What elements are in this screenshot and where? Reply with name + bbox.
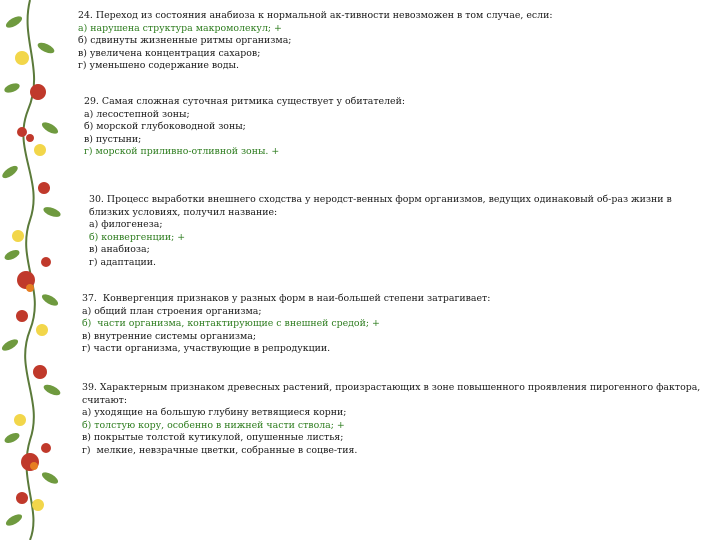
answer-option: в) покрытые толстой кутикулой, опушенные листья; (82, 432, 344, 444)
floral-garland-decoration (0, 0, 72, 540)
answer-option: б) морской глубоководной зоны; (84, 121, 246, 133)
question-39 (82, 382, 707, 458)
answer-option: в) пустыни; (84, 133, 142, 145)
question-29 (84, 96, 704, 159)
question-text: 30. Процесс выработки внешнего сходства у неродст-венных форм организмов, ведущих одинаковый об-раз жизни в близких условиях, получил название: (89, 194, 675, 218)
question-37 (82, 293, 702, 356)
answer-option: а) лесостепной зоны; (84, 108, 190, 120)
answer-option: г) мелкие, невзрачные цветки, собранные в соцве-тия. (82, 444, 358, 456)
answer-option: г) части организма, участвующие в репродукции. (82, 343, 331, 355)
question-text: 24. Переход из состояния анабиоза к нормальной ак-тивности невозможен в том случае, если: (78, 10, 553, 21)
question-text: 39. Характерным признаком древесных растений, произрастающих в зоне повышенного проявления пирогенного фактора, считают: (82, 382, 707, 406)
question-text: 37. Конвергенция признаков у разных форм в наи-большей степени затрагивает: (82, 293, 491, 304)
answer-option-correct: г) морской приливно-отливной зоны. + (84, 146, 280, 158)
answer-option: а) общий план строения организма; (82, 305, 262, 317)
answer-option: б) сдвинуты жизненные ритмы организма; (78, 35, 292, 47)
answer-option-correct: а) нарушена структура макромолекул; + (78, 22, 282, 34)
answer-option: а) уходящие на большую глубину ветвящиеся корни; (82, 407, 347, 419)
question-30 (89, 194, 704, 270)
answer-option-correct: б) части организма, контактирующие с внешней средой; + (82, 318, 380, 330)
answer-option: г) адаптации. (89, 256, 157, 268)
answer-option: а) филогенеза; (89, 219, 163, 231)
answer-option-correct: б) толстую кору, особенно в нижней части ствола; + (82, 419, 345, 431)
question-text: 29. Самая сложная суточная ритмика существует у обитателей: (84, 96, 405, 107)
answer-option-correct: б) конвергенции; + (89, 231, 186, 243)
answer-option: г) уменьшено содержание воды. (78, 60, 239, 72)
answer-option: в) анабиоза; (89, 244, 150, 256)
answer-option: в) увеличена концентрация сахаров; (78, 47, 261, 59)
question-24 (78, 10, 708, 73)
answer-option: в) внутренние системы организма; (82, 330, 256, 342)
